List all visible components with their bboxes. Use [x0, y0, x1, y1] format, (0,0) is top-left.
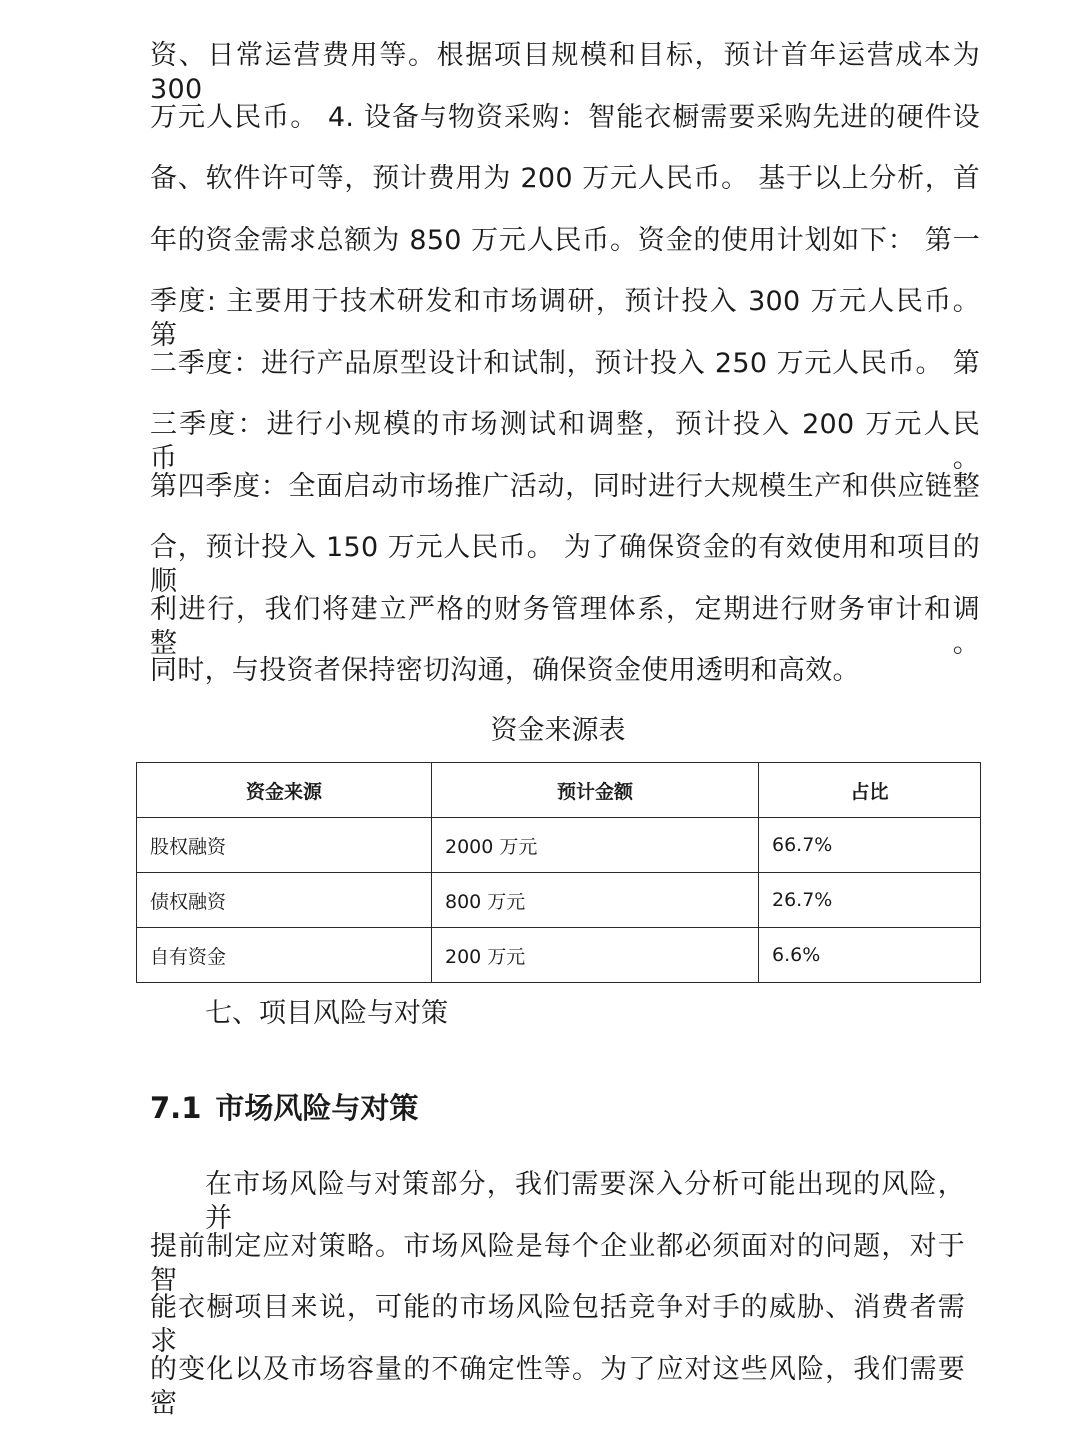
table-header-row [137, 763, 981, 818]
cell-source: 股权融资 [137, 818, 432, 873]
section-title: 七、项目风险与对策 [205, 998, 448, 1029]
cell-percentage: 26.7% [759, 873, 981, 928]
cell-source: 自有资金 [137, 928, 432, 983]
subsection-number: 7.1 [150, 1091, 202, 1125]
paragraph-line: 能衣橱项目来说，可能的市场风险包括竞争对手的威胁、消费者需求 [150, 1292, 965, 1357]
table-row [137, 928, 981, 983]
header-estimated-amount: 预计金额 [432, 763, 759, 818]
paragraph-line: 备、软件许可等，预计费用为 200 万元人民币。 基于以上分析，首 [150, 163, 980, 194]
table-row [137, 818, 981, 873]
paragraph-line: 在市场风险与对策部分，我们需要深入分析可能出现的风险，并 [205, 1169, 965, 1234]
paragraph-line: 的变化以及市场容量的不确定性等。为了应对这些风险，我们需要密 [150, 1354, 965, 1419]
cell-amount: 2000 万元 [432, 818, 759, 873]
funding-source-table [136, 762, 981, 983]
paragraph-line: 同时，与投资者保持密切沟通，确保资金使用透明和高效。 [150, 655, 860, 686]
table-row [137, 873, 981, 928]
paragraph-line: 资、日常运营费用等。根据项目规模和目标，预计首年运营成本为 300 [150, 40, 980, 105]
paragraph-line: 季度: 主要用于技术研发和市场调研，预计投入 300 万元人民币。 第 [150, 286, 980, 351]
cell-percentage: 66.7% [759, 818, 981, 873]
table-caption: 资金来源表 [490, 715, 626, 746]
paragraph-line: 提前制定应对策略。市场风险是每个企业都必须面对的问题，对于智 [150, 1231, 965, 1296]
cell-amount: 800 万元 [432, 873, 759, 928]
cell-amount: 200 万元 [432, 928, 759, 983]
paragraph-line: 年的资金需求总额为 850 万元人民币。资金的使用计划如下： 第一 [150, 225, 980, 256]
paragraph-line: 合，预计投入 150 万元人民币。 为了确保资金的有效使用和项目的顺 [150, 532, 980, 597]
paragraph-line: 第四季度：全面启动市场推广活动，同时进行大规模生产和供应链整 [150, 471, 980, 502]
header-percentage: 占比 [759, 763, 981, 818]
cell-source: 债权融资 [137, 873, 432, 928]
paragraph-line: 万元人民币。 4. 设备与物资采购：智能衣橱需要采购先进的硬件设 [150, 102, 980, 133]
paragraph-line: 三季度：进行小规模的市场测试和调整，预计投入 200 万元人民币。 [150, 409, 980, 474]
subsection-heading [150, 1088, 418, 1128]
paragraph-line: 利进行，我们将建立严格的财务管理体系，定期进行财务审计和调整。 [150, 594, 980, 659]
paragraph-line: 二季度：进行产品原型设计和试制，预计投入 250 万元人民币。 第 [150, 348, 980, 379]
subsection-title: 市场风险与对策 [215, 1091, 419, 1125]
cell-percentage: 6.6% [759, 928, 981, 983]
header-funding-source: 资金来源 [137, 763, 432, 818]
